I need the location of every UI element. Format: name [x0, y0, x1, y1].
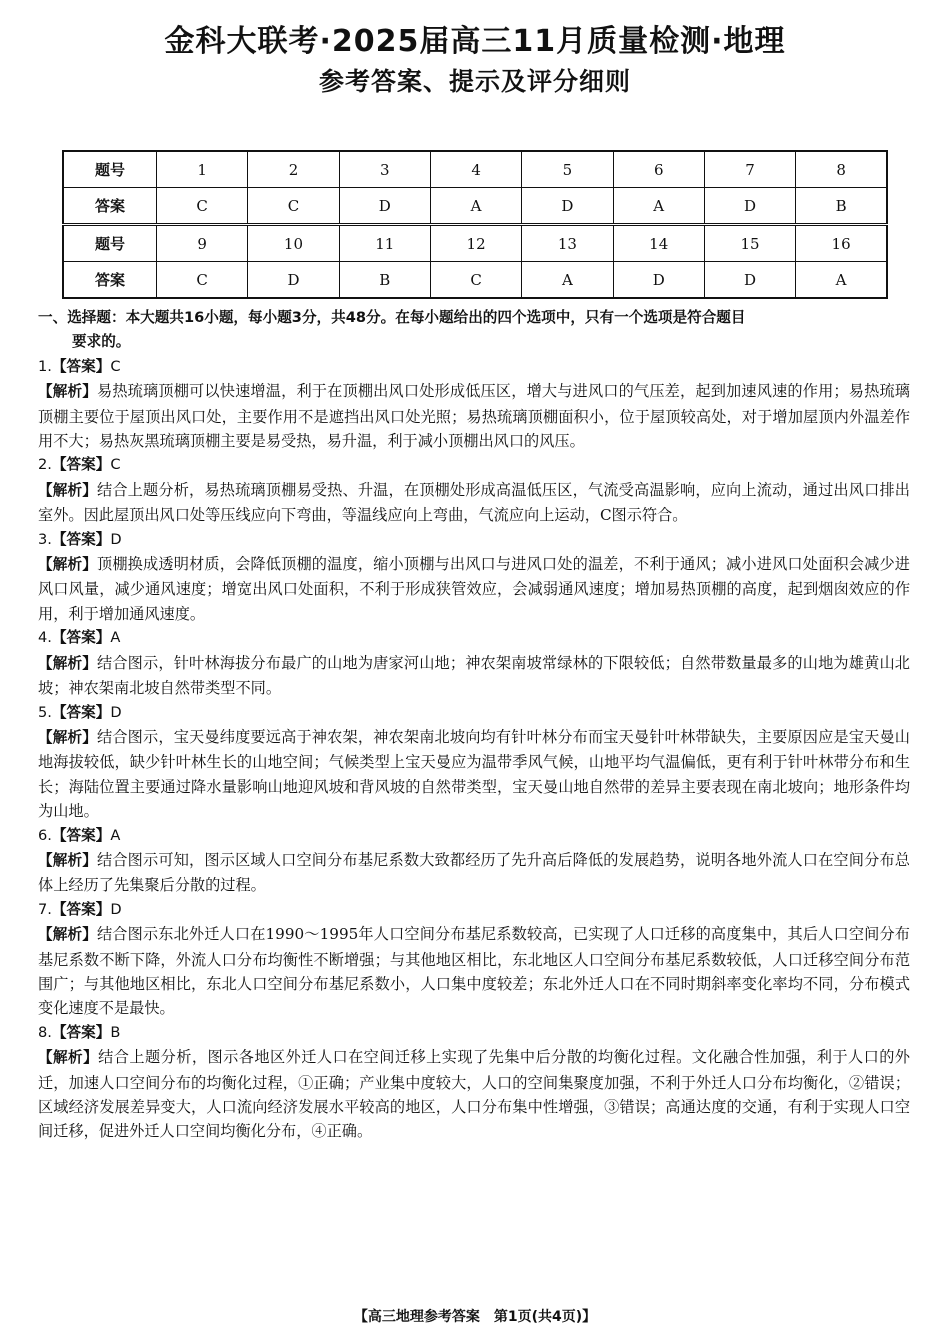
- question-item: [38, 824, 910, 898]
- answer-line: [38, 898, 910, 922]
- answer-value: B: [110, 1023, 121, 1041]
- question-number-cell: 10: [248, 225, 339, 262]
- answer-line: [38, 528, 910, 552]
- table-number-row: [63, 151, 887, 188]
- question-list: [38, 355, 910, 1144]
- answer-tag: 【答案】: [51, 530, 111, 548]
- answer-tag: 【答案】: [51, 703, 111, 721]
- answer-table: [62, 150, 888, 299]
- explanation: [38, 1045, 910, 1144]
- explanation-text: 顶棚换成透明材质，会降低顶棚的温度，缩小顶棚与出风口与进风口处的温差，不利于通风；减小进风口处面积会减少进风口风量，减少通风速度；增宽出风口处面积，不利于形成狭管效应，会减弱通风速度；增加易热顶棚的高度，起到烟囱效应的作用，利于增加通风速度。: [38, 555, 910, 623]
- answer-cell: C: [157, 188, 248, 225]
- answer-value: C: [110, 456, 121, 474]
- question-number-cell: 1: [157, 151, 248, 188]
- answer-value: A: [110, 629, 121, 647]
- question-number-cell: 2: [248, 151, 339, 188]
- answer-cell: B: [796, 188, 887, 225]
- table-number-row: [63, 225, 887, 262]
- question-item: [38, 898, 910, 1021]
- explanation-tag: 【解析】: [38, 1049, 99, 1067]
- question-number-cell: 9: [157, 225, 248, 262]
- answer-cell: D: [704, 188, 795, 225]
- explanation-text: 结合图示东北外迁人口在1990～1995年人口空间分布基尼系数较高，已实现了人口迁移的高度集中，其后人口空间分布基尼系数不断下降，外流人口分布均衡性不断增强；与其他地区相比，东北地区人口空间分布基尼系数较低，人口迁移空间分布范围广；与其他地区相比，东北人口空间分布基尼系数小，人口集中度较差；东北外迁人口在不同时期斜率变化率均不同，分布模式变化速度不是最快。: [38, 925, 910, 1018]
- explanation: [38, 379, 910, 453]
- answer-cell: A: [522, 262, 613, 299]
- page-footer: 【高三地理参考答案 第1页(共4页)】: [353, 1309, 597, 1325]
- section-heading-line2: 要求的。: [72, 333, 131, 351]
- page-title: 金科大联考·2025届高三11月质量检测·地理: [164, 24, 786, 59]
- answer-tag: 【答案】: [51, 357, 111, 375]
- explanation-tag: 【解析】: [38, 383, 97, 401]
- question-number: 7.: [38, 900, 52, 918]
- answer-cell: C: [248, 188, 339, 225]
- answer-cell: D: [339, 188, 430, 225]
- answer-cell: D: [522, 188, 613, 225]
- answer-cell: D: [704, 262, 795, 299]
- answer-cell: B: [339, 262, 430, 299]
- explanation: [38, 651, 910, 701]
- explanation-tag: 【解析】: [38, 728, 97, 746]
- table-answer-row: [63, 262, 887, 299]
- explanation-tag: 【解析】: [38, 481, 97, 499]
- question-number-cell: 6: [613, 151, 704, 188]
- answer-value: D: [110, 900, 122, 918]
- answer-value: A: [110, 826, 121, 844]
- content: [38, 306, 910, 1144]
- answer-value: C: [110, 357, 121, 375]
- explanation-tag: 【解析】: [38, 926, 97, 944]
- answer-line: [38, 626, 910, 650]
- answer-value: D: [110, 530, 122, 548]
- explanation-text: 结合图示，针叶林海拔分布最广的山地为唐家河山地；神农架南坡常绿林的下限较低；自然带数量最多的山地为雄黄山北坡；神农架南北坡自然带类型不同。: [38, 653, 910, 698]
- question-number: 4.: [38, 629, 52, 647]
- answer-cell: A: [613, 188, 704, 225]
- table-row-label: 答案: [63, 188, 157, 225]
- question-number-cell: 12: [430, 225, 521, 262]
- question-number-cell: 3: [339, 151, 430, 188]
- answer-tag: 【答案】: [51, 456, 111, 474]
- table-row-label: 答案: [63, 262, 157, 299]
- answer-tag: 【答案】: [51, 629, 111, 647]
- section-heading-line1: 一、选择题：本大题共16小题，每小题3分，共48分。在每小题给出的四个选项中，只有一个选项是符合题目: [38, 309, 746, 326]
- question-number: 2.: [38, 456, 52, 474]
- question-number: 8.: [38, 1023, 52, 1041]
- answer-tag: 【答案】: [51, 826, 111, 844]
- explanation: [38, 848, 910, 898]
- question-number-cell: 13: [522, 225, 613, 262]
- page-subtitle: 参考答案、提示及评分细则: [318, 67, 631, 96]
- question-item: [38, 355, 910, 454]
- question-item: [38, 701, 910, 824]
- explanation-tag: 【解析】: [38, 851, 97, 869]
- explanation: [38, 478, 910, 528]
- answer-line: [38, 1021, 910, 1045]
- question-number-cell: 16: [796, 225, 887, 262]
- question-number-cell: 7: [704, 151, 795, 188]
- answer-value: D: [110, 703, 122, 721]
- answer-tag: 【答案】: [51, 1023, 111, 1041]
- answer-line: [38, 355, 910, 379]
- explanation: [38, 552, 910, 626]
- answer-tag: 【答案】: [51, 900, 111, 918]
- question-number: 1.: [38, 357, 52, 375]
- question-item: [38, 528, 910, 627]
- answer-cell: D: [248, 262, 339, 299]
- explanation-text: 结合上题分析，图示各地区外迁人口在空间迁移上实现了先集中后分散的均衡化过程。文化融合性加强，利于人口的外迁，加速人口空间分布的均衡化过程，①正确；产业集中度较大，人口的空间集聚度加强，不利于外迁人口分布均衡化，②错误；区域经济发展差异变大，人口流向经济发展水平较高的地区，人口分布集中性增强，③错误；高通达度的交通，有利于实现人口空间迁移，促进外迁人口空间均衡化分布，④正确。: [38, 1048, 910, 1141]
- question-number-cell: 5: [522, 151, 613, 188]
- explanation-text: 易热琉璃顶棚可以快速增温，利于在顶棚出风口处形成低压区，增大与进风口的气压差，起到加速风速的作用；易热琉璃顶棚主要位于屋顶出风口处，主要作用不是遮挡出风口处光照；易热琉璃顶棚面积小，位于屋顶较高处，对于增加屋顶内外温差作用不大；易热灰黑琉璃顶棚主要是易受热，易升温，利于减小顶棚出风口的风压。: [38, 382, 910, 451]
- question-number-cell: 15: [704, 225, 795, 262]
- answer-cell: C: [430, 262, 521, 299]
- answer-line: [38, 453, 910, 477]
- answer-cell: C: [157, 262, 248, 299]
- question-number-cell: 11: [339, 225, 430, 262]
- question-number-cell: 4: [430, 151, 521, 188]
- question-item: [38, 1021, 910, 1144]
- table-answer-row: [63, 188, 887, 225]
- question-number: 5.: [38, 703, 52, 721]
- answer-cell: A: [796, 262, 887, 299]
- question-number: 3.: [38, 530, 52, 548]
- explanation-text: 结合图示可知，图示区域人口空间分布基尼系数大致都经历了先升高后降低的发展趋势，说明各地外流人口在空间分布总体上经历了先集聚后分散的过程。: [38, 850, 910, 895]
- table-row-label: 题号: [63, 151, 157, 188]
- answer-cell: D: [613, 262, 704, 299]
- explanation-tag: 【解析】: [38, 654, 97, 672]
- question-number-cell: 14: [613, 225, 704, 262]
- question-number-cell: 8: [796, 151, 887, 188]
- question-number: 6.: [38, 826, 52, 844]
- answer-line: [38, 701, 910, 725]
- section-heading: [38, 306, 910, 355]
- explanation: [38, 922, 910, 1021]
- answer-cell: A: [430, 188, 521, 225]
- table-row-label: 题号: [63, 225, 157, 262]
- explanation: [38, 725, 910, 824]
- answer-line: [38, 824, 910, 848]
- question-item: [38, 453, 910, 527]
- explanation-text: 结合上题分析，易热琉璃顶棚易受热、升温，在顶棚处形成高温低压区，气流受高温影响，应向上流动，通过出风口排出室外。因此屋顶出风口处等压线应向下弯曲，等温线应向上弯曲，气流应向上运动，C图示符合。: [38, 480, 910, 525]
- question-item: [38, 626, 910, 700]
- explanation-text: 结合图示，宝天曼纬度要远高于神农架，神农架南北坡向均有针叶林分布而宝天曼针叶林带缺失，主要原因应是宝天曼山地海拔较低，缺少针叶林生长的山地空间；气候类型上宝天曼应为温带季风气候，山地平均气温偏低，更有利于针叶林带分布和生长；海陆位置主要通过降水量影响山地迎风坡和背风坡的自然带类型，宝天曼山地自然带的差异主要表现在南北坡向；地形条件均为山地。: [38, 727, 910, 821]
- explanation-tag: 【解析】: [38, 556, 97, 574]
